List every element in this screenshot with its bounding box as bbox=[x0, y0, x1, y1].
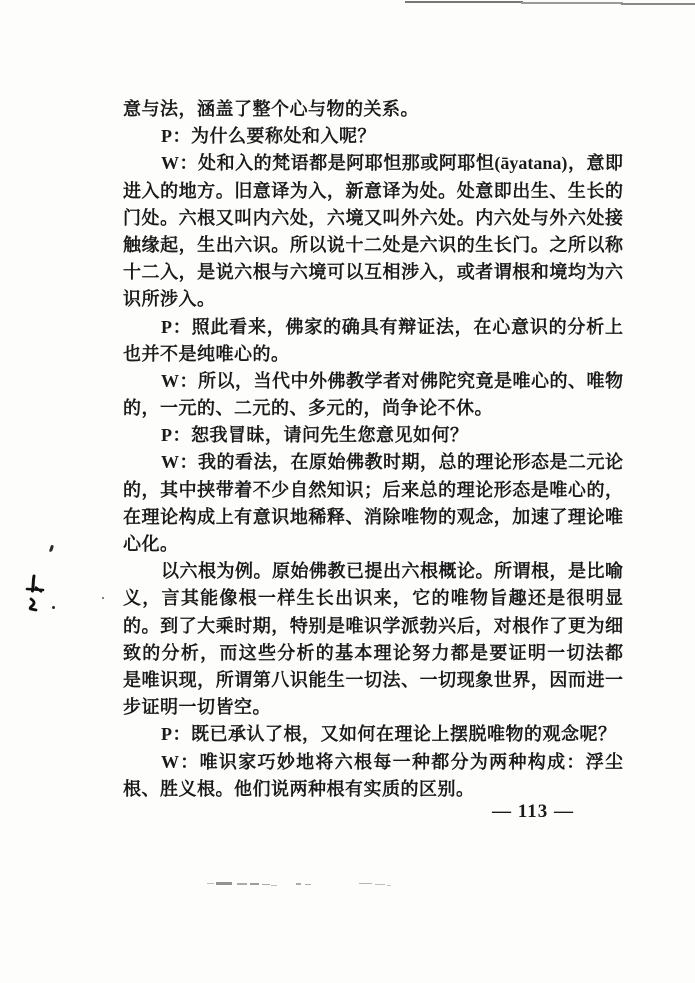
text-line: 进入的地方。旧意译为入，新意译为处。处意即出生、生长的 bbox=[123, 180, 623, 201]
smudge-dash bbox=[250, 883, 259, 885]
text-line: 是唯识现，所谓第八识能生一切法、一切现象世界，因而进一 bbox=[123, 669, 623, 690]
text-line: 的，其中挟带着不少自然知识；后来总的理论形态是唯心的， bbox=[123, 479, 623, 500]
text-line: 的，一元的、二元的、多元的，尚争论不休。 bbox=[123, 398, 493, 419]
ink-speck bbox=[52, 606, 55, 609]
text-block bbox=[123, 96, 623, 803]
text-line: 识所涉入。 bbox=[123, 289, 216, 310]
text-line: 意与法，涵盖了整个心与物的关系。 bbox=[123, 99, 419, 119]
text-line: W：我的看法，在原始佛教时期，总的理论形态是二元论 bbox=[161, 452, 623, 473]
text-line: P：恕我冒昧，请问先生您意见如何？ bbox=[161, 425, 469, 446]
text-line: W：所以，当代中外佛教学者对佛陀究竟是唯心的、唯物 bbox=[161, 370, 623, 391]
ink-speck bbox=[49, 545, 54, 553]
scan-edge-segment bbox=[521, 2, 623, 4]
text-line: 步证明一切皆空。 bbox=[123, 697, 271, 718]
smudge-dash bbox=[305, 884, 311, 885]
smudge-dash bbox=[375, 884, 385, 885]
scan-edge-segment bbox=[405, 1, 523, 3]
smudge-dash bbox=[271, 885, 277, 886]
text-line: W：处和入的梵语都是阿耶怛那或阿耶怛(āyatana)，意即 bbox=[161, 153, 623, 174]
text-line: 十二入，是说六根与六境可以互相涉入，或者谓根和境均为六 bbox=[123, 262, 623, 283]
text-line: 在理论构成上有意识地稀释、消除唯物的观念，加速了理论唯 bbox=[123, 506, 623, 527]
text-line: 以六根为例。原始佛教已提出六根概论。所谓根，是比喻 bbox=[161, 561, 623, 582]
text-line: 门处。六根又叫内六处，六境又叫外六处。内六处与外六处接 bbox=[123, 207, 623, 228]
smudge-dash bbox=[359, 883, 372, 884]
text-line: P：照此看来，佛家的确具有辩证法，在心意识的分析上 bbox=[161, 316, 623, 337]
text-line: P：为什么要称处和入呢？ bbox=[161, 126, 376, 147]
text-line: 致的分析，而这些分析的基本理论努力都是要证明一切法都 bbox=[123, 642, 623, 663]
smudge-dash bbox=[262, 884, 270, 885]
text-line: W：唯识家巧妙地将六根每一种都分为两种构成：浮尘 bbox=[161, 751, 623, 772]
handwritten-ink-mark bbox=[22, 572, 58, 618]
text-line: 根、胜义根。他们说两种根有实质的区别。 bbox=[123, 778, 475, 799]
page-number: — 113 — bbox=[492, 801, 574, 822]
text-line: 心化。 bbox=[123, 534, 179, 554]
text-line: 触缘起，生出六识。所以说十二处是六识的生长门。之所以称 bbox=[123, 234, 623, 255]
smudge-dash bbox=[296, 883, 301, 885]
scan-edge-segment bbox=[621, 3, 695, 5]
smudge-dash bbox=[237, 883, 247, 885]
text-line: P：既已承认了根，又如何在理论上摆脱唯物的观念呢？ bbox=[161, 724, 617, 745]
text-line: 的。到了大乘时期，特别是唯识学派勃兴后，对根作了更为细 bbox=[123, 615, 623, 636]
smudge-dash bbox=[216, 882, 232, 885]
ink-speck bbox=[102, 597, 104, 599]
smudge-dash bbox=[387, 885, 391, 886]
text-line: 也并不是纯唯心的。 bbox=[123, 343, 290, 364]
smudge-dash bbox=[207, 883, 214, 884]
text-line: 义，言其能像根一样生长出识来，它的唯物旨趣还是很明显 bbox=[123, 588, 623, 609]
